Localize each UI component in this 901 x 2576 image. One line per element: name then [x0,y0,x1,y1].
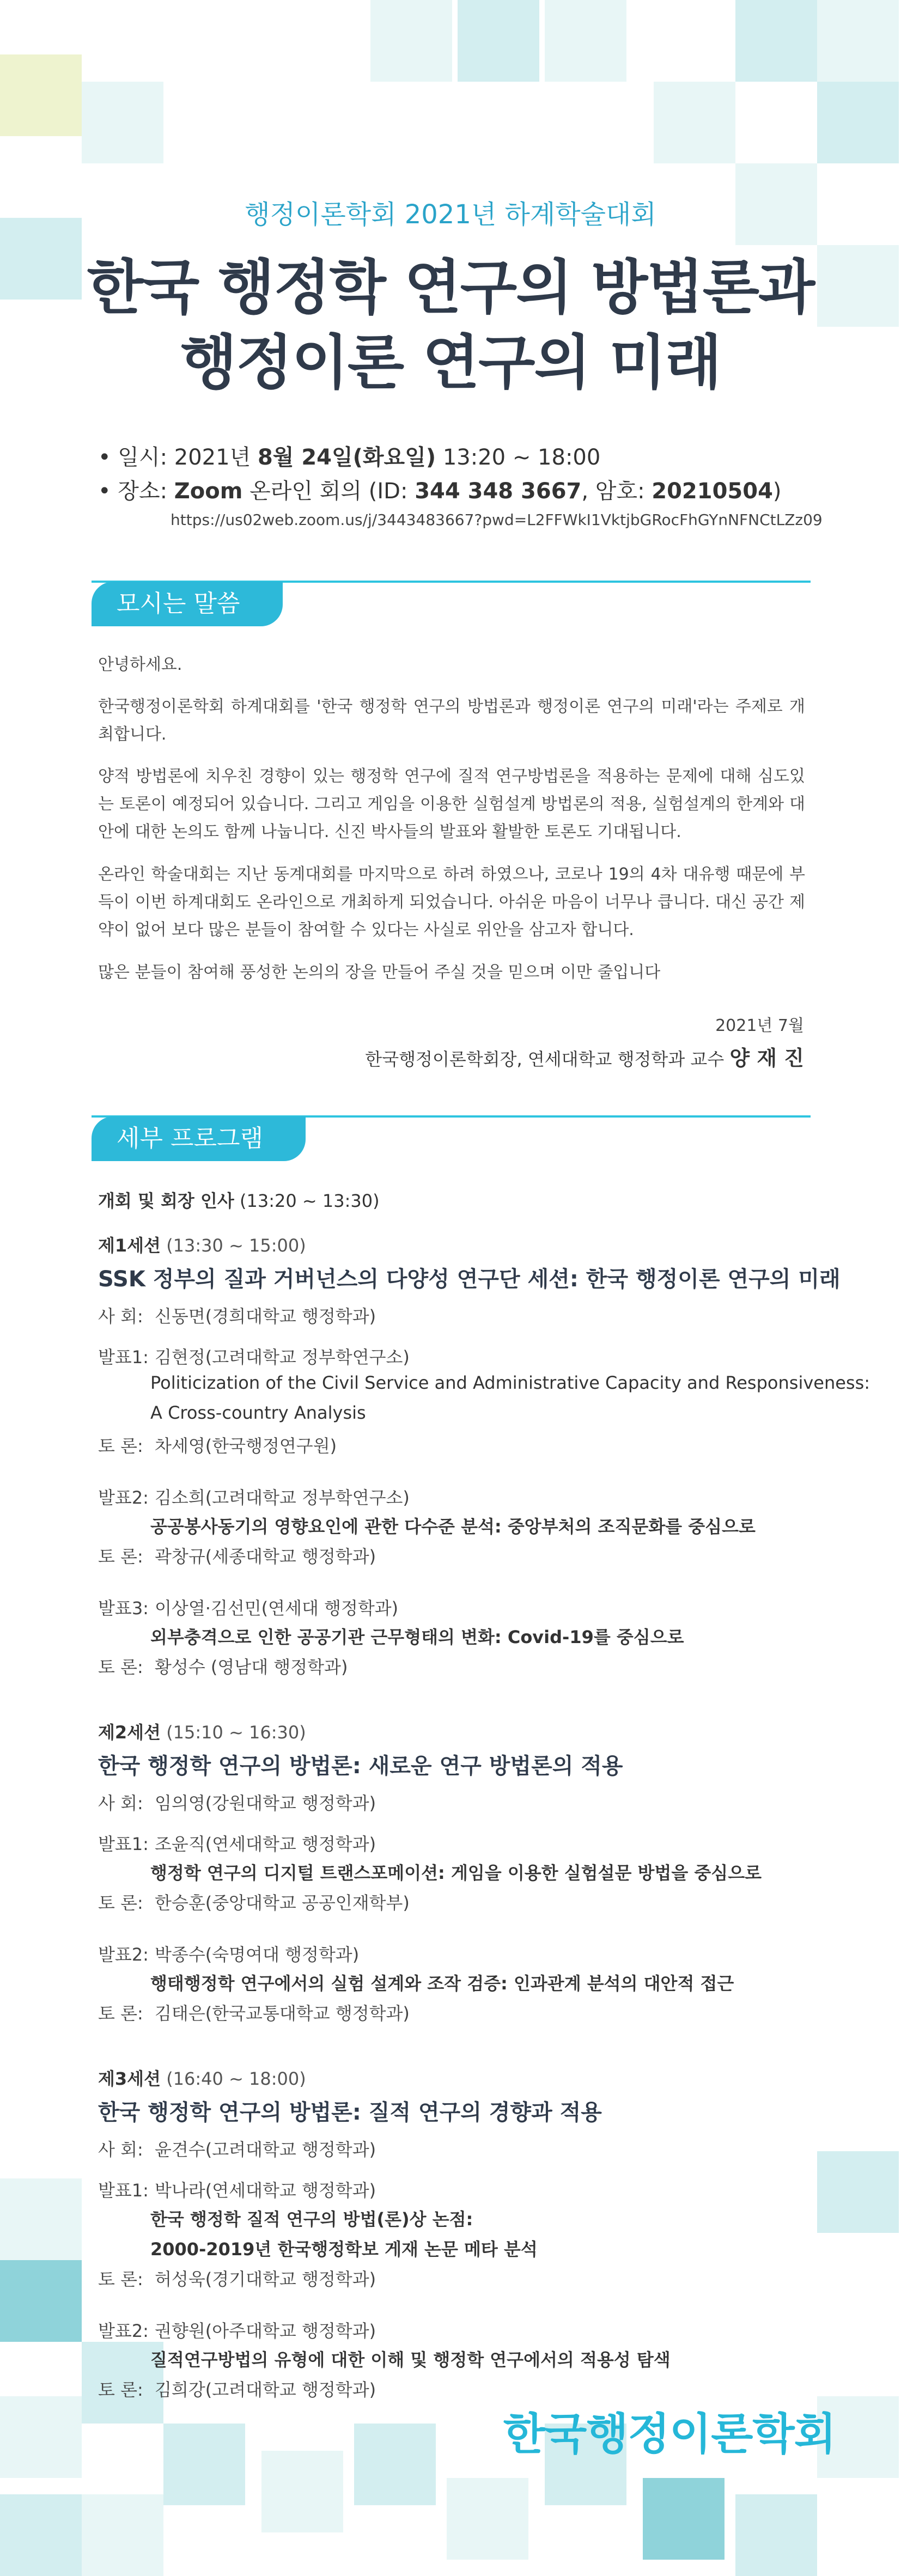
session-title: SSK 정부의 질과 거버넌스의 다양성 연구단 세션: 한국 행정이론 연구의 미래 [98,1267,841,1292]
session-chair: 사 회: 임의영(강원대학교 행정학과) [98,1793,376,1814]
greeting-paragraph: 온라인 학술대회는 지난 동계대회를 마지막으로 하려 하였으나, 코로나 19의 4차 대유행 때문에 부득이 이번 하계대회도 온라인으로 개최하게 되었습니다. 아쉬운 마음이 너무나 큽니다. 대신 공간 제약이 없어 보다 많은 분들이 참여할 수 있다는 사실로 위안을 삼고자 합니다. [98,865,805,939]
event-date: • 일시: 2021년 8월 24일(화요일) 13:20 ~ 18:00 [98,445,601,470]
presenter: 발표1: 조윤직(연세대학교 행정학과) [98,1834,376,1854]
greeting-paragraph: 한국행정이론학회 하계대회를 '한국 행정학 연구의 방법론과 행정이론 연구의 미래'라는 주제로 개최합니다. [98,697,805,744]
session-label: 제3세션 (16:40 ~ 18:00) [98,2068,306,2089]
discussant: 토 론: 한승훈(중앙대학교 공공인재학부) [98,1893,410,1913]
paper-title: 한국 행정학 질적 연구의 방법(론)상 논점: [150,2209,473,2230]
letter-signature: 한국행정이론학회장, 연세대학교 행정학과 교수 양 재 진 [365,1046,804,1070]
session-title: 한국 행정학 연구의 방법론: 질적 연구의 경향과 적용 [98,2100,602,2125]
greeting-paragraph: 양적 방법론에 치우친 경향이 있는 행정학 연구에 질적 연구방법론을 적용하는 문제에 대해 심도있는 토론이 예정되어 있습니다. 그리고 게임을 이용한 실험설계 방법론의 적용, 실험설계의 한계와 대안에 대한 논의도 함께 나눕니다. 신진 박사들의 발표와 활발한 토론도 기대됩니다. [98,767,805,841]
title-line-1: 한국 행정학 연구의 방법론과 [87,254,814,322]
presenter: 발표1: 박나라(연세대학교 행정학과) [98,2180,376,2201]
zoom-link[interactable]: https://us02web.zoom.us/j/3443483667?pwd=L2FFWkI1VktjbGRocFhGYnNFNCtLZz09 [171,511,823,529]
paper-title: 2000-2019년 한국행정학보 게재 논문 메타 분석 [150,2239,538,2260]
discussant: 토 론: 차세영(한국행정연구원) [98,1436,337,1456]
paper-title: 행정학 연구의 디지털 트랜스포메이션: 게임을 이용한 실험설문 방법을 중심으로 [150,1863,762,1883]
discussant: 토 론: 허성욱(경기대학교 행정학과) [98,2269,376,2290]
program-heading: 세부 프로그램 [92,1116,306,1161]
presenter: 발표3: 이상열·김선민(연세대 행정학과) [98,1598,399,1619]
session-title: 한국 행정학 연구의 방법론: 새로운 연구 방법론의 적용 [98,1754,623,1779]
greeting-heading: 모시는 말씀 [92,582,283,626]
greeting-paragraph: 안녕하세요. [98,655,182,674]
session-label: 제1세션 (13:30 ~ 15:00) [98,1235,306,1256]
conference-subtitle: 행정이론학회 2021년 하계학술대회 [245,199,656,230]
session-chair: 사 회: 윤견수(고려대학교 행정학과) [98,2139,376,2160]
paper-title: A Cross-country Analysis [150,1402,366,1423]
discussant: 토 론: 황성수 (영남대 행정학과) [98,1657,348,1677]
discussant: 토 론: 김희강(고려대학교 행정학과) [98,2379,376,2400]
session-label: 제2세션 (15:10 ~ 16:30) [98,1722,306,1743]
paper-title: 외부충격으로 인한 공공기관 근무형태의 변화: Covid-19를 중심으로 [150,1627,684,1647]
presenter: 발표1: 김현정(고려대학교 정부학연구소) [98,1347,410,1368]
title-line-2: 행정이론 연구의 미래 [180,329,721,397]
paper-title: Politicization of the Civil Service and Administrative Capacity and Responsiveness: [150,1372,870,1393]
presenter: 발표2: 박종수(숙명여대 행정학과) [98,1944,360,1965]
paper-title: 공공봉사동기의 영향요인에 관한 다수준 분석: 중앙부처의 조직문화를 중심으로 [150,1516,756,1537]
paper-title: 질적연구방법의 유형에 대한 이해 및 행정학 연구에서의 적용성 탐색 [150,2349,671,2370]
session-chair: 사 회: 신동면(경희대학교 행정학과) [98,1306,376,1327]
greeting-paragraph: 많은 분들이 참여해 풍성한 논의의 장을 만들어 주실 것을 믿으며 이만 줄입니다 [98,963,661,982]
organization-logo: 한국행정이론학회 [503,2409,836,2459]
letter-date: 2021년 7월 [715,1016,804,1035]
presenter: 발표2: 김소희(고려대학교 정부학연구소) [98,1487,410,1508]
event-place: • 장소: Zoom 온라인 회의 (ID: 344 348 3667, 암호: 20210504) [98,479,782,504]
discussant: 토 론: 곽창규(세종대학교 행정학과) [98,1546,376,1567]
opening-remarks: 개회 및 회장 인사 (13:20 ~ 13:30) [98,1191,380,1211]
page-title [0,251,901,401]
discussant: 토 론: 김태은(한국교통대학교 행정학과) [98,2003,410,2024]
presenter: 발표2: 권향원(아주대학교 행정학과) [98,2321,376,2341]
paper-title: 행태행정학 연구에서의 실험 설계와 조작 검증: 인과관계 분석의 대안적 접근 [150,1973,734,1994]
